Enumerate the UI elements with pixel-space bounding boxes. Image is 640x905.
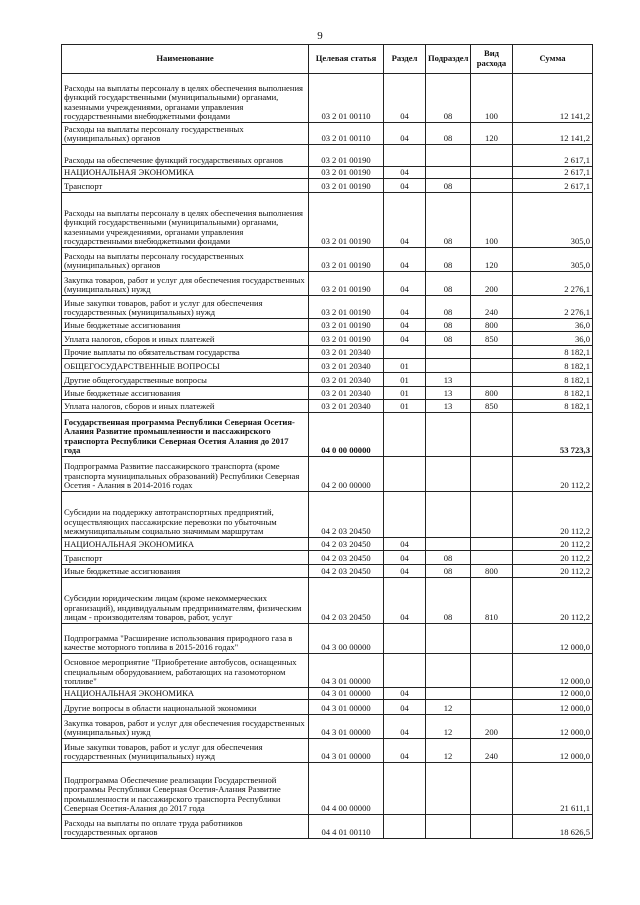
cell-sum: 8 182,1: [513, 359, 593, 373]
cell-article: 03 2 01 00190: [309, 272, 384, 296]
cell-expense-type: [471, 763, 513, 815]
cell-sum: 12 141,2: [513, 123, 593, 145]
cell-subsection: 12: [426, 700, 471, 715]
cell-expense-type: [471, 413, 513, 457]
cell-expense-type: 200: [471, 272, 513, 296]
cell-name: Другие общегосударственные вопросы: [62, 373, 309, 387]
cell-subsection: [426, 654, 471, 688]
cell-section: [384, 413, 426, 457]
cell-sum: 12 000,0: [513, 654, 593, 688]
cell-expense-type: [471, 457, 513, 492]
cell-name: Расходы на выплаты персоналу в целях обеспечения выполнения функций государственными (муниципальными) органами, казенными учреждениями, органами управления государственными внебюджетными фондами: [62, 74, 309, 123]
cell-expense-type: [471, 551, 513, 565]
cell-expense-type: [471, 688, 513, 700]
cell-article: 03 2 01 00110: [309, 123, 384, 145]
cell-section: 04: [384, 179, 426, 193]
cell-article: 03 2 01 00190: [309, 179, 384, 193]
cell-name: Уплата налогов, сборов и иных платежей: [62, 400, 309, 413]
cell-section: 04: [384, 167, 426, 179]
cell-name: Закупка товаров, работ и услуг для обеспечения государственных (муниципальных) нужд: [62, 272, 309, 296]
cell-sum: 12 000,0: [513, 700, 593, 715]
table-row: [62, 624, 593, 654]
cell-article: 03 2 01 20340: [309, 400, 384, 413]
cell-sum: 12 000,0: [513, 688, 593, 700]
cell-name: Другие вопросы в области национальной экономики: [62, 700, 309, 715]
cell-name: Иные закупки товаров, работ и услуг для обеспечения государственных (муниципальных) нужд: [62, 296, 309, 319]
table-row: [62, 400, 593, 413]
table-row: [62, 332, 593, 346]
cell-subsection: [426, 359, 471, 373]
cell-article: 03 2 01 00110: [309, 74, 384, 123]
cell-subsection: 08: [426, 272, 471, 296]
table-row: [62, 578, 593, 624]
cell-sum: 2 276,1: [513, 272, 593, 296]
cell-section: 04: [384, 551, 426, 565]
cell-section: 01: [384, 387, 426, 400]
cell-article: 04 2 03 20450: [309, 565, 384, 578]
cell-section: 04: [384, 739, 426, 763]
cell-name: Транспорт: [62, 551, 309, 565]
cell-subsection: [426, 492, 471, 538]
table-row: [62, 763, 593, 815]
cell-subsection: 08: [426, 319, 471, 332]
table-row: [62, 373, 593, 387]
cell-section: [384, 346, 426, 359]
cell-subsection: 08: [426, 296, 471, 319]
cell-name: Закупка товаров, работ и услуг для обеспечения государственных (муниципальных) нужд: [62, 715, 309, 739]
cell-sum: 8 182,1: [513, 346, 593, 359]
cell-article: 04 3 00 00000: [309, 624, 384, 654]
cell-name: Уплата налогов, сборов и иных платежей: [62, 332, 309, 346]
table-row: [62, 387, 593, 400]
cell-article: 04 2 03 20450: [309, 551, 384, 565]
cell-sum: 36,0: [513, 332, 593, 346]
cell-subsection: 08: [426, 565, 471, 578]
cell-sum: 21 611,1: [513, 763, 593, 815]
cell-section: 04: [384, 700, 426, 715]
cell-name: НАЦИОНАЛЬНАЯ ЭКОНОМИКА: [62, 167, 309, 179]
cell-article: 04 2 03 20450: [309, 492, 384, 538]
cell-expense-type: [471, 538, 513, 551]
cell-sum: 20 112,2: [513, 538, 593, 551]
cell-section: 04: [384, 193, 426, 248]
header-sum: Сумма: [513, 45, 593, 74]
cell-expense-type: 100: [471, 74, 513, 123]
cell-article: 04 2 03 20450: [309, 538, 384, 551]
cell-sum: 20 112,2: [513, 492, 593, 538]
cell-subsection: 08: [426, 123, 471, 145]
header-name: Наименование: [62, 45, 309, 74]
cell-expense-type: [471, 815, 513, 839]
cell-subsection: 08: [426, 179, 471, 193]
cell-section: 04: [384, 538, 426, 551]
cell-article: 04 0 00 00000: [309, 413, 384, 457]
cell-sum: 305,0: [513, 193, 593, 248]
cell-article: 04 3 01 00000: [309, 688, 384, 700]
header-article: Целевая статья: [309, 45, 384, 74]
table-row: [62, 346, 593, 359]
table-row: [62, 551, 593, 565]
table-header-row: [62, 45, 593, 74]
cell-article: 03 2 01 00190: [309, 332, 384, 346]
cell-subsection: [426, 538, 471, 551]
cell-subsection: 08: [426, 332, 471, 346]
cell-name: Расходы на выплаты персоналу в целях обеспечения выполнения функций государственными (муниципальными) органами, казенными учреждениями, органами управления государственными внебюджетными фондами: [62, 193, 309, 248]
cell-subsection: [426, 624, 471, 654]
cell-subsection: 13: [426, 400, 471, 413]
cell-subsection: 08: [426, 248, 471, 272]
cell-subsection: [426, 815, 471, 839]
table-row: [62, 167, 593, 179]
cell-name: Иные бюджетные ассигнования: [62, 565, 309, 578]
cell-article: 04 3 01 00000: [309, 715, 384, 739]
cell-expense-type: [471, 700, 513, 715]
cell-expense-type: [471, 359, 513, 373]
cell-name: Субсидии юридическим лицам (кроме некоммерческих организаций), индивидуальным предпринимателям, физическим лицам - производителям товаров, работ, услуг: [62, 578, 309, 624]
cell-name: Подпрограмма Развитие пассажирского транспорта (кроме транспорта муниципальных образований) Республики Северная Осетия - Алания в 2014-2016 годах: [62, 457, 309, 492]
cell-subsection: [426, 413, 471, 457]
cell-sum: 12 000,0: [513, 739, 593, 763]
cell-sum: 20 112,2: [513, 551, 593, 565]
cell-article: 04 2 03 20450: [309, 578, 384, 624]
page-number: 9: [317, 30, 323, 42]
cell-subsection: [426, 167, 471, 179]
header-subsection: Подраздел: [426, 45, 471, 74]
cell-sum: 2 617,1: [513, 145, 593, 167]
cell-section: 01: [384, 400, 426, 413]
cell-expense-type: [471, 179, 513, 193]
cell-sum: 2 617,1: [513, 179, 593, 193]
cell-name: Иные бюджетные ассигнования: [62, 319, 309, 332]
table-row: [62, 688, 593, 700]
cell-section: [384, 492, 426, 538]
cell-expense-type: 800: [471, 387, 513, 400]
cell-expense-type: [471, 654, 513, 688]
cell-article: 03 2 01 00190: [309, 167, 384, 179]
cell-expense-type: 120: [471, 123, 513, 145]
table-row: [62, 248, 593, 272]
cell-article: 04 4 00 00000: [309, 763, 384, 815]
cell-sum: 20 112,2: [513, 565, 593, 578]
cell-name: Иные закупки товаров, работ и услуг для обеспечения государственных (муниципальных) нужд: [62, 739, 309, 763]
cell-name: Подпрограмма Обеспечение реализации Государственной программы Республики Северная Осетия-Алания Развитие промышленности и пассажирского транспорта Республики Северная Осетия-Алания до 2017 года: [62, 763, 309, 815]
cell-subsection: 08: [426, 74, 471, 123]
cell-sum: 18 626,5: [513, 815, 593, 839]
cell-article: 03 2 01 20340: [309, 359, 384, 373]
cell-expense-type: [471, 373, 513, 387]
cell-section: [384, 624, 426, 654]
cell-sum: 36,0: [513, 319, 593, 332]
cell-name: Расходы на выплаты персоналу государственных (муниципальных) органов: [62, 123, 309, 145]
cell-subsection: [426, 457, 471, 492]
table-row: [62, 739, 593, 763]
cell-subsection: 12: [426, 715, 471, 739]
table-row: [62, 457, 593, 492]
cell-expense-type: 800: [471, 565, 513, 578]
cell-expense-type: [471, 492, 513, 538]
cell-subsection: 13: [426, 373, 471, 387]
cell-article: 03 2 01 00190: [309, 319, 384, 332]
cell-section: [384, 763, 426, 815]
cell-sum: 12 000,0: [513, 624, 593, 654]
cell-section: [384, 815, 426, 839]
table-row: [62, 538, 593, 551]
cell-name: ОБЩЕГОСУДАРСТВЕННЫЕ ВОПРОСЫ: [62, 359, 309, 373]
cell-section: [384, 457, 426, 492]
cell-section: 04: [384, 123, 426, 145]
cell-article: 04 2 00 00000: [309, 457, 384, 492]
cell-name: Расходы на выплаты по оплате труда работников государственных органов: [62, 815, 309, 839]
cell-article: 04 3 01 00000: [309, 654, 384, 688]
cell-article: 03 2 01 00190: [309, 193, 384, 248]
cell-name: НАЦИОНАЛЬНАЯ ЭКОНОМИКА: [62, 538, 309, 551]
cell-section: 04: [384, 74, 426, 123]
cell-section: 04: [384, 578, 426, 624]
cell-expense-type: [471, 346, 513, 359]
cell-expense-type: 200: [471, 715, 513, 739]
table-row: [62, 700, 593, 715]
cell-subsection: 08: [426, 578, 471, 624]
cell-sum: 8 182,1: [513, 400, 593, 413]
table-row: [62, 492, 593, 538]
table-row: [62, 359, 593, 373]
header-expense-type: Вид расхода: [471, 45, 513, 74]
cell-expense-type: 810: [471, 578, 513, 624]
cell-section: 04: [384, 296, 426, 319]
cell-sum: 12 000,0: [513, 715, 593, 739]
table-row: [62, 145, 593, 167]
table-row: [62, 193, 593, 248]
cell-article: 03 2 01 00190: [309, 296, 384, 319]
table-row: [62, 296, 593, 319]
cell-article: 04 3 01 00000: [309, 700, 384, 715]
cell-article: 03 2 01 00190: [309, 145, 384, 167]
cell-section: 01: [384, 373, 426, 387]
cell-name: Расходы на обеспечение функций государственных органов: [62, 145, 309, 167]
cell-sum: 12 141,2: [513, 74, 593, 123]
cell-expense-type: 850: [471, 332, 513, 346]
cell-name: Подпрограмма "Расширение использования природного газа в качестве моторного топлива в 2015-2016 годах": [62, 624, 309, 654]
cell-name: Основное мероприятие "Приобретение автобусов, оснащенных специальным оборудованием, работающих на газомоторном топливе": [62, 654, 309, 688]
table-row: [62, 272, 593, 296]
cell-article: 03 2 01 00190: [309, 248, 384, 272]
cell-article: 03 2 01 20340: [309, 373, 384, 387]
cell-name: Транспорт: [62, 179, 309, 193]
cell-article: 03 2 01 20340: [309, 346, 384, 359]
cell-section: 04: [384, 248, 426, 272]
cell-section: [384, 145, 426, 167]
cell-expense-type: 120: [471, 248, 513, 272]
cell-section: 04: [384, 715, 426, 739]
table-row: [62, 74, 593, 123]
table-row: [62, 815, 593, 839]
budget-table: [61, 44, 593, 839]
cell-section: 04: [384, 272, 426, 296]
cell-section: 04: [384, 332, 426, 346]
cell-section: 04: [384, 319, 426, 332]
cell-name: Иные бюджетные ассигнования: [62, 387, 309, 400]
cell-name: НАЦИОНАЛЬНАЯ ЭКОНОМИКА: [62, 688, 309, 700]
cell-sum: 20 112,2: [513, 457, 593, 492]
cell-subsection: [426, 763, 471, 815]
table-row: [62, 123, 593, 145]
cell-name: Прочие выплаты по обязательствам государства: [62, 346, 309, 359]
cell-section: 04: [384, 688, 426, 700]
table-row: [62, 179, 593, 193]
cell-subsection: 13: [426, 387, 471, 400]
cell-section: 01: [384, 359, 426, 373]
table-row: [62, 654, 593, 688]
cell-article: 03 2 01 20340: [309, 387, 384, 400]
table-row: [62, 715, 593, 739]
cell-article: 04 3 01 00000: [309, 739, 384, 763]
cell-expense-type: 850: [471, 400, 513, 413]
cell-subsection: 08: [426, 551, 471, 565]
cell-expense-type: [471, 167, 513, 179]
cell-expense-type: 240: [471, 739, 513, 763]
cell-sum: 53 723,3: [513, 413, 593, 457]
table-row: [62, 319, 593, 332]
cell-sum: 2 617,1: [513, 167, 593, 179]
cell-expense-type: [471, 145, 513, 167]
cell-subsection: 08: [426, 193, 471, 248]
cell-expense-type: 240: [471, 296, 513, 319]
cell-sum: 305,0: [513, 248, 593, 272]
cell-section: [384, 654, 426, 688]
cell-subsection: [426, 688, 471, 700]
cell-name: Субсидии на поддержку автотранспортных предприятий, осуществляющих пассажирские перевозки по убыточным межмуниципальным социально значимым маршрутам: [62, 492, 309, 538]
cell-section: 04: [384, 565, 426, 578]
cell-article: 04 4 01 00110: [309, 815, 384, 839]
cell-subsection: 12: [426, 739, 471, 763]
cell-sum: 8 182,1: [513, 387, 593, 400]
table-row: [62, 565, 593, 578]
table-row: [62, 413, 593, 457]
cell-subsection: [426, 346, 471, 359]
cell-sum: 8 182,1: [513, 373, 593, 387]
cell-subsection: [426, 145, 471, 167]
header-section: Раздел: [384, 45, 426, 74]
cell-expense-type: [471, 624, 513, 654]
cell-sum: 20 112,2: [513, 578, 593, 624]
cell-expense-type: 800: [471, 319, 513, 332]
cell-expense-type: 100: [471, 193, 513, 248]
cell-name: Государственная программа Республики Северная Осетия-Алания Развитие промышленности и пассажирского транспорта Республики Северная Осетия Алания до 2017 года: [62, 413, 309, 457]
cell-sum: 2 276,1: [513, 296, 593, 319]
cell-name: Расходы на выплаты персоналу государственных (муниципальных) органов: [62, 248, 309, 272]
